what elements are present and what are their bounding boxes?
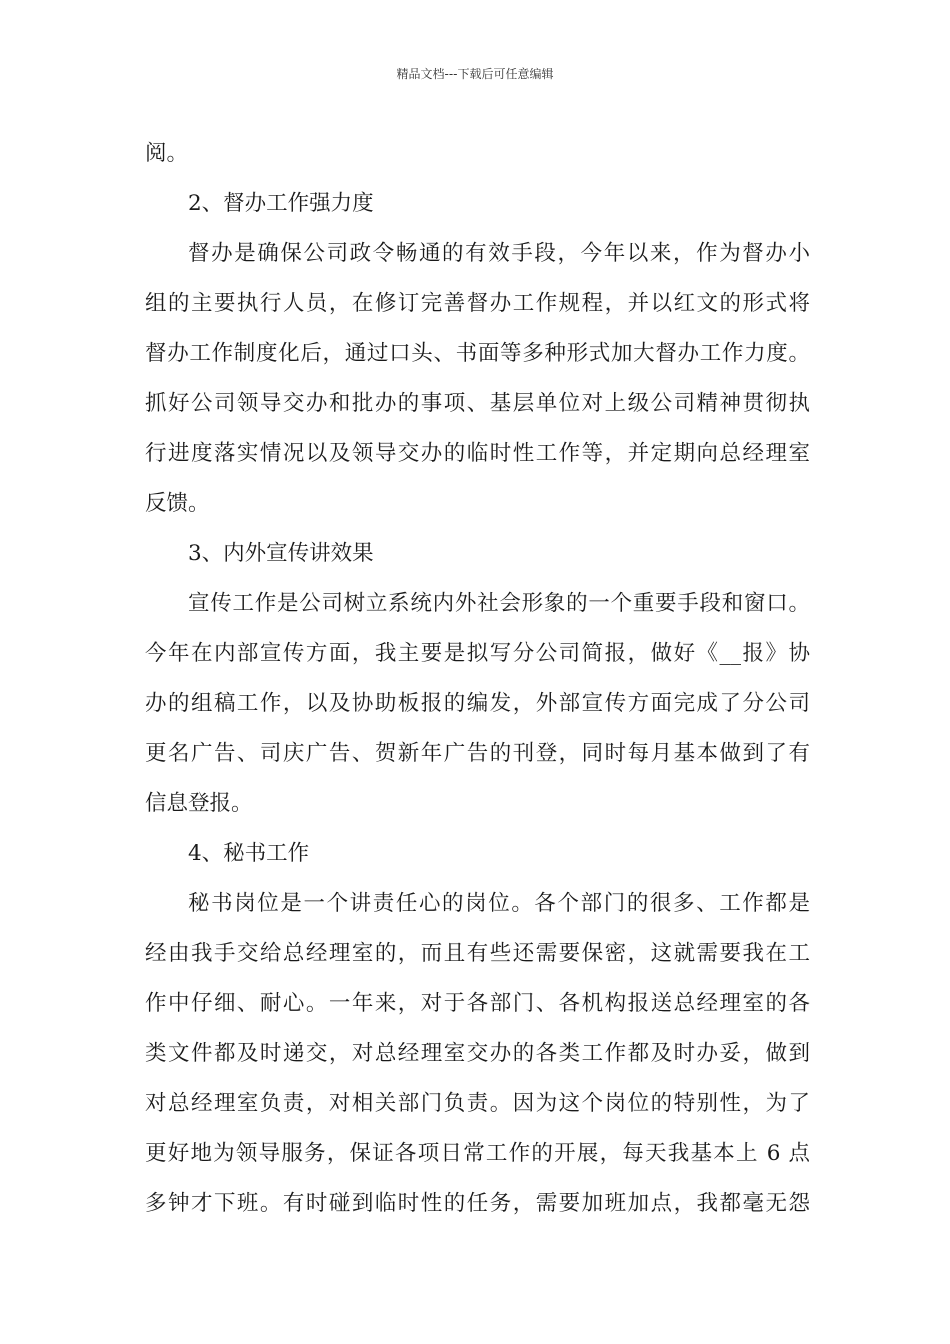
paragraph-line: 作中仔细、耐心。一年来，对于各部门、各机构报送总经理室的各 xyxy=(145,991,810,1016)
paragraph-line: 秘书岗位是一个讲责任心的岗位。各个部门的很多、工作都是 xyxy=(188,891,810,916)
paragraph-line: 宣传工作是公司树立系统内外社会形象的一个重要手段和窗口。 xyxy=(188,591,810,616)
paragraph-line: 信息登报。 xyxy=(145,791,253,816)
document-body xyxy=(145,129,810,1229)
paragraph-line: 督办工作制度化后，通过口头、书面等多种形式加大督办工作力度。 xyxy=(145,341,810,366)
paragraph-line: 组的主要执行人员，在修订完善督办工作规程，并以红文的形式将 xyxy=(145,291,810,316)
page-header: 精品文档---下载后可任意编辑 xyxy=(396,67,554,81)
paragraph-line: 对总经理室负责，对相关部门负责。因为这个岗位的特别性，为了 xyxy=(145,1091,810,1116)
section-heading: 3、内外宣传讲效果 xyxy=(188,541,374,566)
paragraph-line: 经由我手交给总经理室的，而且有些还需要保密，这就需要我在工 xyxy=(145,941,810,966)
paragraph-line: 行进度落实情况以及领导交办的临时性工作等，并定期向总经理室 xyxy=(145,441,810,466)
section-heading: 4、秘书工作 xyxy=(188,841,310,866)
paragraph-line: 类文件都及时递交，对总经理室交办的各类工作都及时办妥，做到 xyxy=(145,1041,810,1066)
paragraph-line: 办的组稿工作，以及协助板报的编发，外部宣传方面完成了分公司 xyxy=(145,691,810,716)
paragraph-line: 今年在内部宣传方面，我主要是拟写分公司简报，做好《__报》协 xyxy=(145,641,810,666)
paragraph-line: 更名广告、司庆广告、贺新年广告的刊登，同时每月基本做到了有 xyxy=(145,741,810,766)
paragraph-line: 阅。 xyxy=(145,141,189,166)
paragraph-line: 抓好公司领导交办和批办的事项、基层单位对上级公司精神贯彻执 xyxy=(145,391,810,416)
paragraph-line: 多钟才下班。有时碰到临时性的任务，需要加班加点，我都毫无怨 xyxy=(145,1191,810,1216)
section-heading: 2、督办工作强力度 xyxy=(188,191,374,216)
paragraph-line: 反馈。 xyxy=(145,491,210,516)
paragraph-line: 更好地为领导服务，保证各项日常工作的开展，每天我基本上 6 点 xyxy=(145,1141,810,1166)
paragraph-line: 督办是确保公司政令畅通的有效手段，今年以来，作为督办小 xyxy=(188,241,810,266)
